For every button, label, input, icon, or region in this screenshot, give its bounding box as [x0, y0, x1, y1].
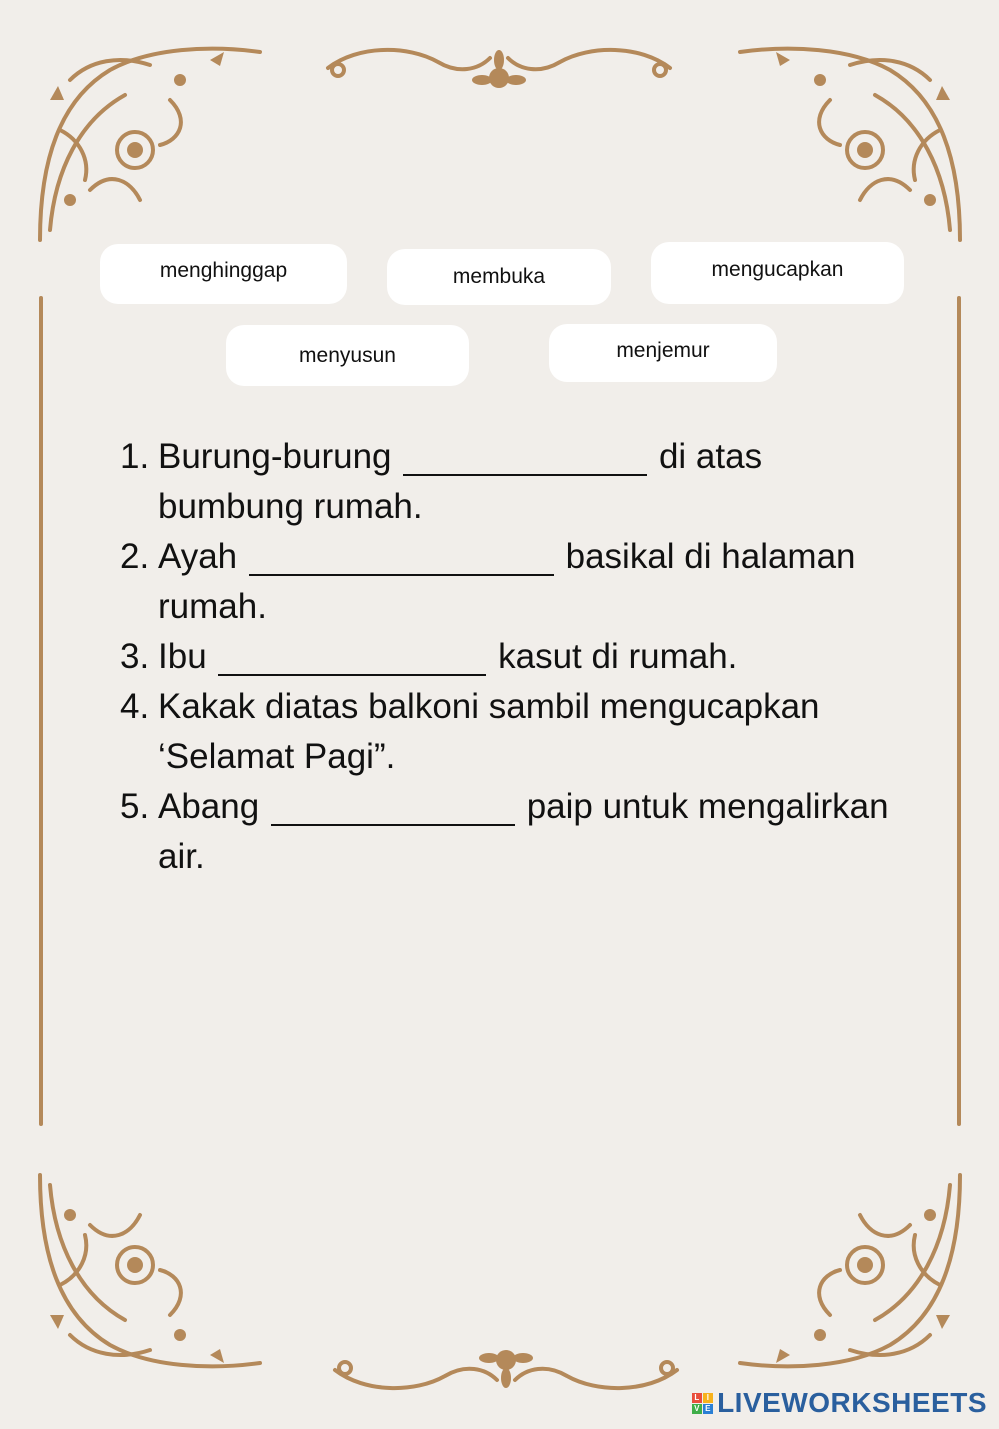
answer-blank-1[interactable] — [403, 444, 647, 476]
question-text-before: Ayah — [158, 537, 238, 576]
word-chip-menjemur[interactable]: menjemur — [549, 324, 777, 382]
question-text-before: Burung-burung — [158, 437, 392, 476]
logo-letter-v: V — [692, 1404, 702, 1414]
question-5 — [120, 782, 900, 882]
question-number: 3. — [120, 637, 150, 676]
answer-blank-5[interactable] — [271, 794, 515, 826]
question-2 — [120, 532, 900, 632]
top-right-corner-ornament — [730, 40, 970, 255]
bottom-center-flourish — [325, 1338, 687, 1398]
question-text-after: basikal di halaman rumah. — [158, 537, 856, 626]
question-number: 4. — [120, 687, 150, 726]
answer-blank-2[interactable] — [249, 544, 554, 576]
question-1 — [120, 432, 900, 532]
left-border-line — [39, 296, 43, 1126]
liveworksheets-brand[interactable] — [692, 1387, 987, 1419]
bottom-right-corner-ornament — [730, 1160, 970, 1375]
liveworksheets-logo-icon — [692, 1393, 713, 1414]
top-center-flourish — [318, 40, 680, 100]
word-chip-menyusun[interactable]: menyusun — [226, 325, 469, 386]
right-border-line — [957, 296, 961, 1126]
question-number: 1. — [120, 437, 150, 476]
question-list — [120, 432, 900, 882]
question-text-before: Ibu — [158, 637, 207, 676]
logo-letter-i: I — [703, 1393, 713, 1403]
question-text-after: kasut di rumah. — [498, 637, 738, 676]
question-text-after: di atas bumbung rumah. — [158, 437, 763, 526]
word-chip-menghinggap[interactable]: menghinggap — [100, 244, 347, 304]
question-text-after: paip untuk mengalirkan air. — [158, 787, 889, 876]
question-text-before: Abang — [158, 787, 260, 826]
question-4 — [120, 682, 900, 782]
answer-blank-3[interactable] — [218, 644, 486, 676]
bottom-left-corner-ornament — [30, 1160, 270, 1375]
question-3 — [120, 632, 900, 682]
question-number: 5. — [120, 787, 150, 826]
question-text-before: Kakak diatas balkoni sambil mengucapkan ‘Selamat Pagi”. — [158, 687, 820, 776]
question-number: 2. — [120, 537, 150, 576]
logo-letter-e: E — [703, 1404, 713, 1414]
word-chip-membuka[interactable]: membuka — [387, 249, 611, 305]
logo-letter-l: L — [692, 1393, 702, 1403]
brand-name: LIVEWORKSHEETS — [717, 1387, 987, 1418]
word-chip-mengucapkan[interactable]: mengucapkan — [651, 242, 904, 304]
top-left-corner-ornament — [30, 40, 270, 255]
